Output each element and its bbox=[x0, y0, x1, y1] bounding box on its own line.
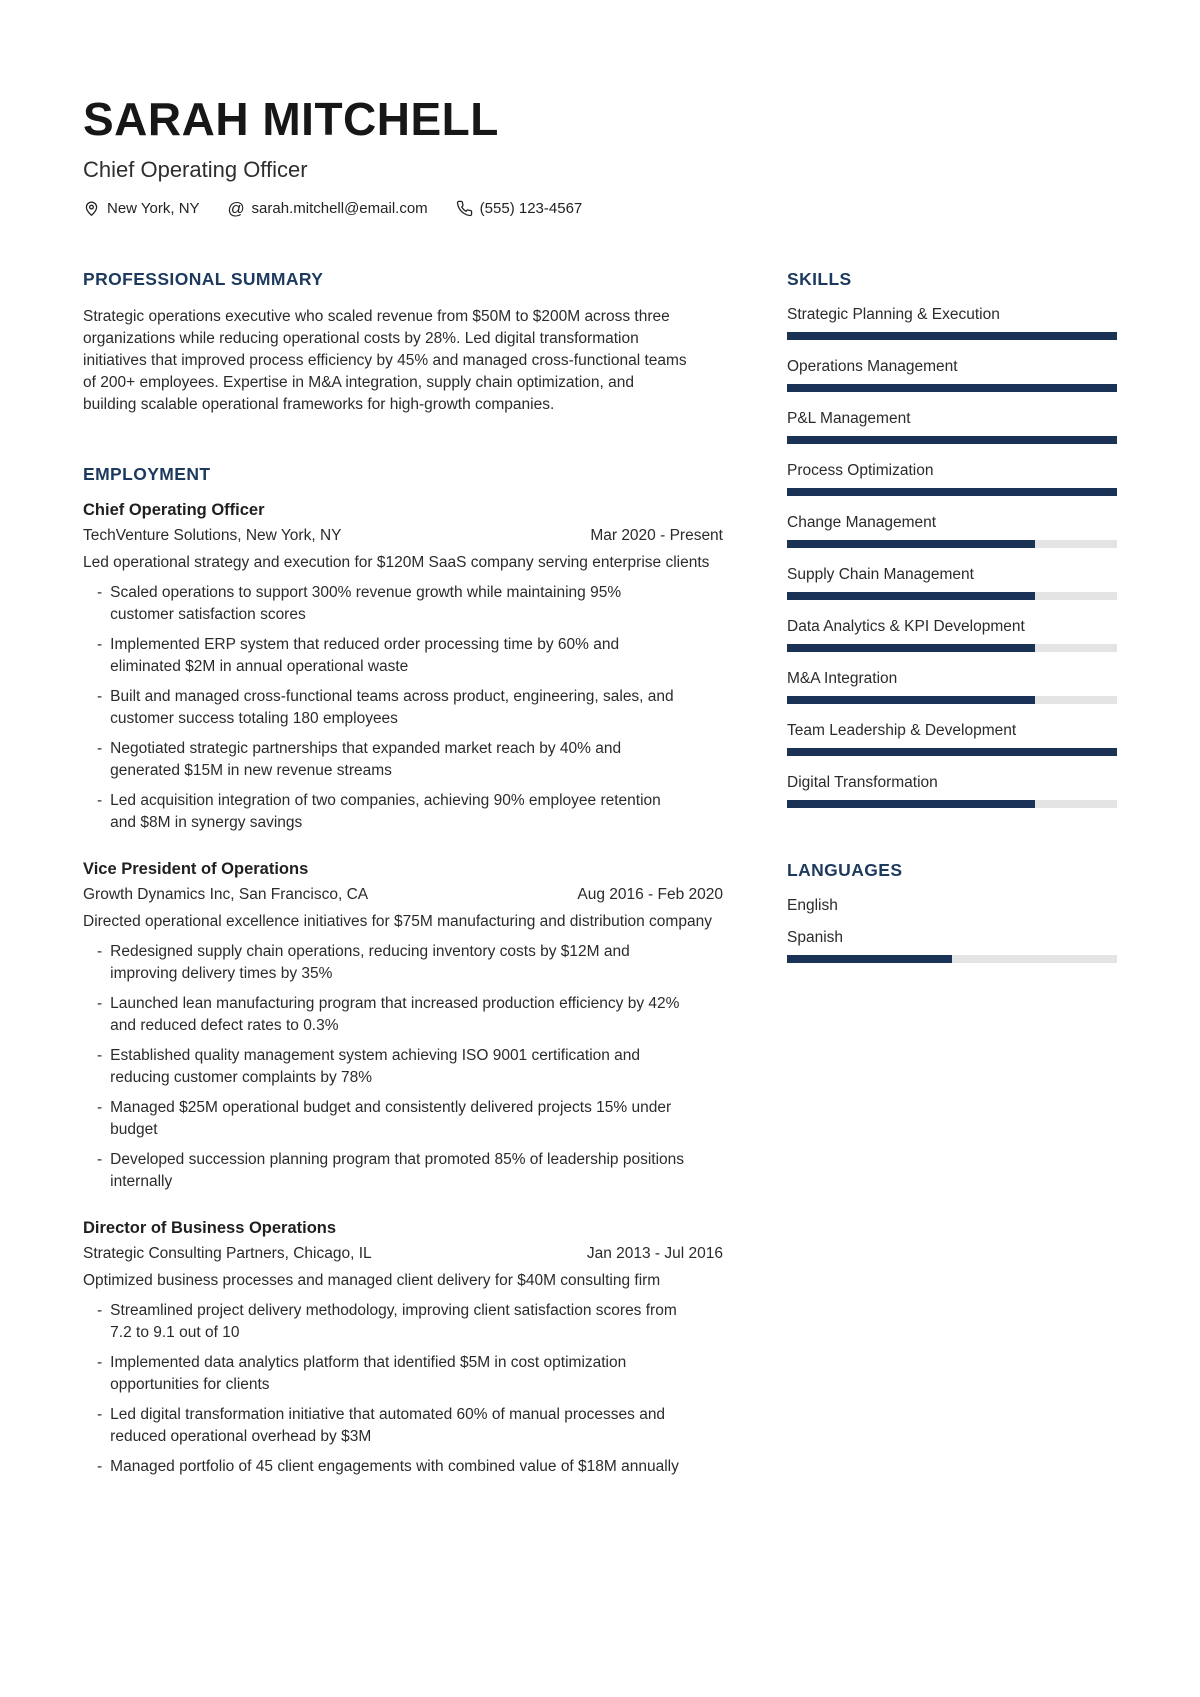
skills-heading: SKILLS bbox=[787, 269, 852, 289]
job-dates: Mar 2020 - Present bbox=[590, 527, 723, 544]
skill-bar-fill bbox=[787, 436, 1117, 444]
skill-bar bbox=[787, 592, 1117, 600]
bullet-text: Managed portfolio of 45 client engagements with combined value of $18M annually bbox=[110, 1458, 679, 1475]
bullet-dash: - bbox=[97, 943, 103, 960]
job-meta bbox=[83, 886, 723, 904]
skill-label: Process Optimization bbox=[787, 462, 934, 479]
skill-bar-fill bbox=[787, 384, 1117, 392]
languages-section bbox=[787, 860, 1117, 963]
bullet-dash: - bbox=[97, 1047, 103, 1064]
skill-label: Team Leadership & Development bbox=[787, 722, 1017, 739]
contact-row bbox=[83, 200, 1117, 217]
job-bullets bbox=[83, 582, 723, 834]
skill-bar bbox=[787, 332, 1117, 340]
person-title: Chief Operating Officer bbox=[83, 157, 308, 182]
skill-bar bbox=[787, 436, 1117, 444]
bullet-dash: - bbox=[97, 1302, 103, 1319]
bullet-item bbox=[97, 1149, 723, 1193]
bullet-item bbox=[97, 1045, 723, 1089]
bullet-dash: - bbox=[97, 688, 103, 705]
job-company: TechVenture Solutions, New York, NY bbox=[83, 527, 342, 544]
bullet-dash: - bbox=[97, 740, 103, 757]
bullet-text: Streamlined project delivery methodology, improving client satisfaction scores from 7.2 to 9.1 out of 10 bbox=[110, 1302, 677, 1341]
bullet-text: Negotiated strategic partnerships that expanded market reach by 40% and generated $15M in new revenue streams bbox=[110, 740, 622, 779]
bullet-dash: - bbox=[97, 1354, 103, 1371]
bullet-dash: - bbox=[97, 1099, 103, 1116]
contact-email bbox=[228, 200, 428, 217]
skill-bar bbox=[787, 800, 1117, 808]
job-entry bbox=[83, 1219, 723, 1478]
skill-bar bbox=[787, 540, 1117, 548]
skill-label: Digital Transformation bbox=[787, 774, 938, 791]
languages-list bbox=[787, 897, 1117, 963]
skill-label: Supply Chain Management bbox=[787, 566, 974, 583]
bullet-dash: - bbox=[97, 792, 103, 809]
location-pin-icon bbox=[83, 200, 100, 217]
employment-heading: EMPLOYMENT bbox=[83, 464, 211, 484]
job-dates: Jan 2013 - Jul 2016 bbox=[586, 1245, 723, 1262]
language-item bbox=[787, 897, 1117, 915]
bullet-dash: - bbox=[97, 1458, 103, 1475]
skill-item bbox=[787, 670, 1117, 704]
contact-location-text: New York, NY bbox=[107, 200, 200, 217]
skill-label: Operations Management bbox=[787, 358, 958, 375]
job-bullets bbox=[83, 941, 723, 1193]
skill-bar bbox=[787, 384, 1117, 392]
language-bar bbox=[787, 955, 1117, 963]
bullet-dash: - bbox=[97, 1406, 103, 1423]
bullet-item bbox=[97, 1404, 723, 1448]
skill-bar bbox=[787, 748, 1117, 756]
job-entry bbox=[83, 501, 723, 834]
skill-label: Strategic Planning & Execution bbox=[787, 306, 1000, 323]
job-company: Strategic Consulting Partners, Chicago, IL bbox=[83, 1245, 372, 1262]
bullet-item bbox=[97, 790, 723, 834]
bullet-text: Scaled operations to support 300% revenue growth while maintaining 95% customer satisfaction scores bbox=[110, 584, 622, 623]
skill-item bbox=[787, 618, 1117, 652]
language-bar-fill bbox=[787, 955, 952, 963]
bullet-dash: - bbox=[97, 995, 103, 1012]
job-dates: Aug 2016 - Feb 2020 bbox=[577, 886, 723, 903]
bullet-item bbox=[97, 1097, 723, 1141]
bullet-item bbox=[97, 582, 723, 626]
job-description: Led operational strategy and execution for $120M SaaS company serving enterprise clients bbox=[83, 554, 710, 571]
skill-bar-fill bbox=[787, 748, 1117, 756]
bullet-dash: - bbox=[97, 584, 103, 601]
skill-item bbox=[787, 722, 1117, 756]
bullet-text: Redesigned supply chain operations, reducing inventory costs by $12M and improving delivery times by 35% bbox=[110, 943, 630, 982]
bullet-text: Developed succession planning program that promoted 85% of leadership positions internally bbox=[110, 1151, 685, 1190]
bullet-text: Established quality management system achieving ISO 9001 certification and reducing customer complaints by 78% bbox=[110, 1047, 641, 1086]
job-company: Growth Dynamics Inc, San Francisco, CA bbox=[83, 886, 369, 903]
skill-label: Data Analytics & KPI Development bbox=[787, 618, 1025, 635]
skill-item bbox=[787, 774, 1117, 808]
skill-item bbox=[787, 462, 1117, 496]
bullet-dash: - bbox=[97, 1151, 103, 1168]
skill-bar-fill bbox=[787, 696, 1035, 704]
bullet-item bbox=[97, 1300, 723, 1344]
bullet-item bbox=[97, 634, 723, 678]
skill-bar-fill bbox=[787, 800, 1035, 808]
job-title: Director of Business Operations bbox=[83, 1219, 337, 1237]
job-bullets bbox=[83, 1300, 723, 1478]
skill-bar-fill bbox=[787, 540, 1035, 548]
bullet-dash: - bbox=[97, 636, 103, 653]
job-meta bbox=[83, 527, 723, 545]
skill-item bbox=[787, 566, 1117, 600]
contact-phone-text: (555) 123-4567 bbox=[479, 200, 583, 217]
contact-email-text: sarah.mitchell@email.com bbox=[251, 200, 428, 217]
job-description: Optimized business processes and managed client delivery for $40M consulting firm bbox=[83, 1272, 661, 1289]
skill-bar bbox=[787, 488, 1117, 496]
bullet-text: Launched lean manufacturing program that increased production efficiency by 42% and reduced defect rates to 0.3% bbox=[110, 995, 680, 1034]
skill-item bbox=[787, 306, 1117, 340]
job-title: Vice President of Operations bbox=[83, 860, 309, 878]
skill-label: M&A Integration bbox=[787, 670, 898, 687]
language-item bbox=[787, 929, 1117, 963]
job-meta bbox=[83, 1245, 723, 1263]
summary-heading: PROFESSIONAL SUMMARY bbox=[83, 269, 324, 289]
skill-item bbox=[787, 514, 1117, 548]
bullet-text: Implemented ERP system that reduced order processing time by 60% and eliminated $2M in annual operational waste bbox=[110, 636, 620, 675]
skills-list bbox=[787, 306, 1117, 808]
skill-item bbox=[787, 358, 1117, 392]
skill-label: Change Management bbox=[787, 514, 937, 531]
bullet-text: Managed $25M operational budget and consistently delivered projects 15% under budget bbox=[110, 1099, 672, 1138]
bullet-item bbox=[97, 941, 723, 985]
main-column bbox=[83, 269, 723, 1478]
contact-location bbox=[83, 200, 200, 217]
skill-bar-fill bbox=[787, 644, 1035, 652]
job-entry bbox=[83, 860, 723, 1193]
skill-bar-fill bbox=[787, 488, 1117, 496]
skill-bar-fill bbox=[787, 592, 1035, 600]
job-title: Chief Operating Officer bbox=[83, 501, 265, 519]
sidebar-column bbox=[787, 269, 1117, 1478]
bullet-item bbox=[97, 993, 723, 1037]
skill-bar-fill bbox=[787, 332, 1117, 340]
job-description: Directed operational excellence initiatives for $75M manufacturing and distribution company bbox=[83, 913, 712, 930]
phone-icon bbox=[456, 200, 473, 217]
summary-text: Strategic operations executive who scaled revenue from $50M to $200M across three organizations while reducing operational costs by 28%. Led digital transformation initiatives that improved process efficiency by 45% and managed cross-functional teams of 200+ employees. Expertise in M&A integration, supply chain optimization, and building scalable operational frameworks for high-growth companies. bbox=[83, 308, 687, 413]
skill-label: P&L Management bbox=[787, 410, 911, 427]
bullet-text: Built and managed cross-functional teams across product, engineering, sales, and customer success totaling 180 employees bbox=[110, 688, 674, 727]
bullet-text: Led acquisition integration of two companies, achieving 90% employee retention and $8M in synergy savings bbox=[110, 792, 661, 831]
bullet-item bbox=[97, 1352, 723, 1396]
bullet-text: Led digital transformation initiative that automated 60% of manual processes and reduced operational overhead by $3M bbox=[110, 1406, 666, 1445]
person-name: SARAH MITCHELL bbox=[83, 93, 499, 145]
language-label: Spanish bbox=[787, 929, 844, 946]
bullet-text: Implemented data analytics platform that identified $5M in cost optimization opportunities for clients bbox=[110, 1354, 627, 1393]
skill-bar bbox=[787, 696, 1117, 704]
skill-item bbox=[787, 410, 1117, 444]
bullet-item bbox=[97, 1456, 723, 1478]
language-label: English bbox=[787, 897, 838, 914]
at-sign-icon: @ bbox=[227, 199, 245, 218]
skill-bar bbox=[787, 644, 1117, 652]
contact-phone bbox=[456, 200, 583, 217]
bullet-item bbox=[97, 738, 723, 782]
bullet-item bbox=[97, 686, 723, 730]
resume-header bbox=[83, 93, 1117, 218]
languages-heading: LANGUAGES bbox=[787, 860, 903, 880]
